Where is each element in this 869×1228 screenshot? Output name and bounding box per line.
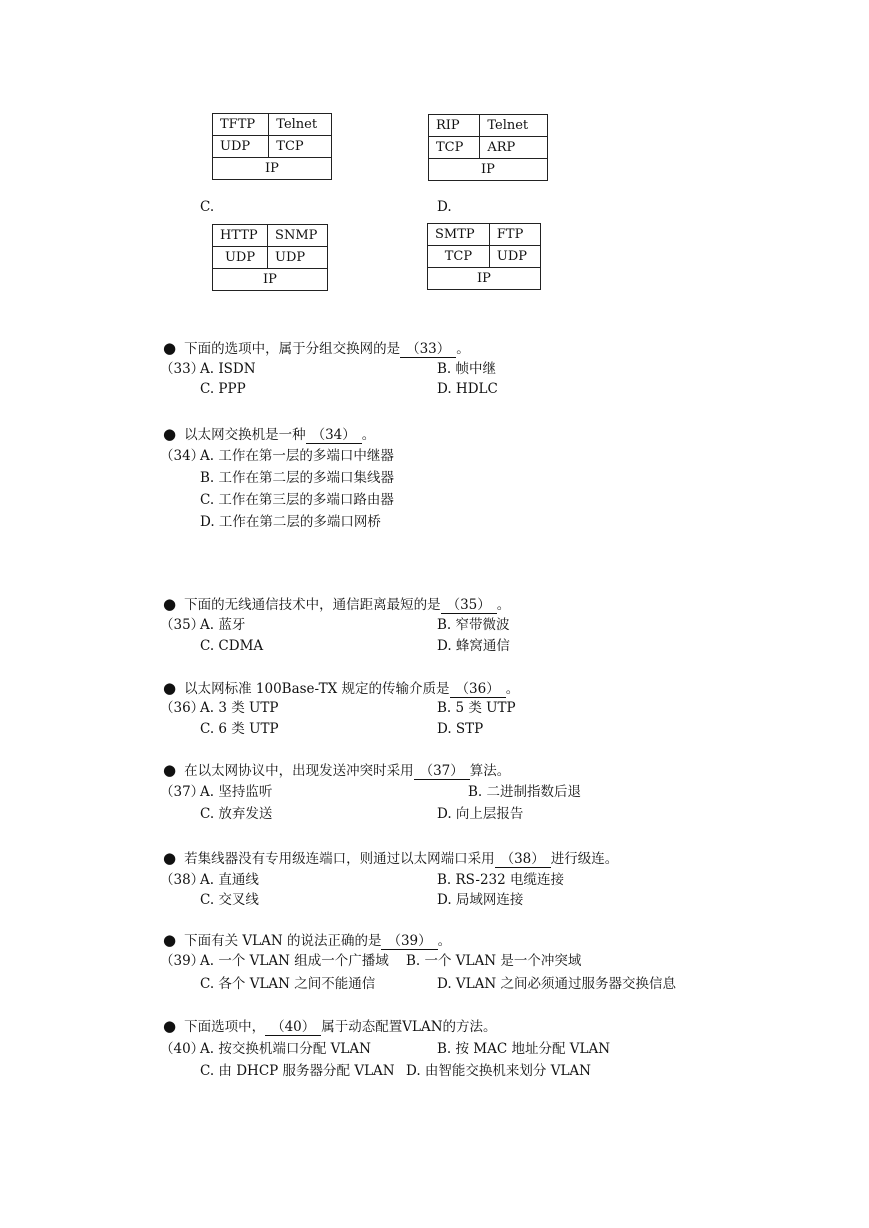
question-suffix: 。	[361, 427, 376, 443]
question-33	[163, 339, 470, 358]
stack-cell: UDP	[268, 247, 328, 269]
stack-cell: SMTP	[428, 224, 490, 246]
option-a: A. ISDN	[200, 361, 256, 377]
option-d: D. 由智能交换机来划分 VLAN	[406, 1063, 591, 1079]
stack-cell: UDP	[213, 136, 269, 158]
stack-cell: UDP	[213, 247, 268, 269]
question-text: 以太网交换机是一种	[184, 427, 306, 443]
stack-cell: Telnet	[269, 114, 332, 136]
question-34	[163, 425, 375, 444]
stack-cell: HTTP	[213, 225, 268, 247]
option-d: D. 局域网连接	[437, 892, 524, 908]
stack-cell: UDP	[489, 246, 540, 268]
option-a: A. 直通线	[200, 872, 259, 888]
protocol-stack-d	[427, 223, 541, 290]
question-suffix: 属于动态配置VLAN的方法。	[321, 1019, 497, 1035]
stack-cell: Telnet	[480, 115, 548, 137]
question-text: 若集线器没有专用级连端口，则通过以太网端口采用	[184, 851, 495, 867]
answer-blank: （39）	[381, 933, 437, 950]
question-text: 下面的选项中，属于分组交换网的是	[184, 341, 401, 357]
option-b: B. 按 MAC 地址分配 VLAN	[437, 1041, 611, 1057]
stack-base: IP	[429, 159, 548, 181]
answer-blank: （36）	[450, 681, 506, 698]
option-a: A. 坚持监听	[200, 784, 273, 800]
option-d: D. 工作在第二层的多端口网桥	[200, 514, 381, 530]
option-d: D. VLAN 之间必须通过服务器交换信息	[437, 976, 676, 992]
answer-blank: （40）	[265, 1019, 321, 1036]
option-c: C. 交叉线	[200, 892, 259, 908]
bullet: ●	[163, 1017, 177, 1035]
protocol-stack-c	[212, 224, 328, 291]
answer-blank: （35）	[441, 597, 497, 614]
question-number: （35）	[160, 617, 205, 633]
stack-cell: TCP	[269, 136, 332, 158]
answer-blank: （33）	[400, 341, 456, 358]
option-c: C. 工作在第三层的多端口路由器	[200, 492, 394, 508]
option-a: A. 按交换机端口分配 VLAN	[200, 1041, 371, 1057]
option-label-c: C.	[200, 199, 215, 215]
answer-blank: （38）	[495, 851, 551, 868]
option-c: C. 由 DHCP 服务器分配 VLAN	[200, 1063, 395, 1079]
option-d: D. HDLC	[437, 381, 498, 397]
question-number: （39）	[160, 953, 205, 969]
question-text: 下面的无线通信技术中，通信距离最短的是	[184, 597, 441, 613]
option-c: C. 各个 VLAN 之间不能通信	[200, 976, 376, 992]
protocol-stack-top-left	[212, 113, 332, 180]
question-suffix: 进行级连。	[550, 851, 619, 867]
stack-cell: RIP	[429, 115, 480, 137]
question-suffix: 。	[496, 597, 511, 613]
option-c: C. PPP	[200, 381, 246, 397]
question-number: （36）	[160, 700, 205, 716]
stack-base: IP	[213, 269, 328, 291]
bullet: ●	[163, 679, 177, 697]
protocol-stack-top-right	[428, 114, 548, 181]
option-b: B. 工作在第二层的多端口集线器	[200, 470, 395, 486]
bullet: ●	[163, 595, 177, 613]
question-suffix: 。	[437, 933, 452, 949]
bullet: ●	[163, 761, 177, 779]
question-number: （38）	[160, 872, 205, 888]
answer-blank: （37）	[414, 763, 470, 780]
stack-base: IP	[213, 158, 332, 180]
bullet: ●	[163, 849, 177, 867]
question-number: （37）	[160, 784, 205, 800]
option-c: C. 放弃发送	[200, 806, 273, 822]
option-d: D. STP	[437, 721, 484, 737]
stack-cell: TFTP	[213, 114, 269, 136]
option-c: C. CDMA	[200, 638, 264, 654]
question-suffix: 算法。	[469, 763, 511, 779]
question-39	[163, 931, 451, 950]
option-a: A. 一个 VLAN 组成一个广播域	[200, 953, 389, 969]
bullet: ●	[163, 931, 177, 949]
bullet: ●	[163, 339, 177, 357]
stack-cell: SNMP	[268, 225, 328, 247]
option-label-d: D.	[437, 199, 452, 215]
question-number: （34）	[160, 448, 205, 464]
question-text: 以太网标准 100Base-TX 规定的传输介质是	[184, 681, 450, 697]
option-d: D. 向上层报告	[437, 806, 524, 822]
option-a: A. 3 类 UTP	[200, 700, 279, 716]
stack-cell: FTP	[489, 224, 540, 246]
stack-cell: TCP	[428, 246, 490, 268]
option-b: B. 窄带微波	[437, 617, 510, 633]
option-d: D. 蜂窝通信	[437, 638, 510, 654]
question-number: （33）	[160, 361, 205, 377]
question-suffix: 。	[505, 681, 520, 697]
stack-cell: ARP	[480, 137, 548, 159]
question-text: 下面选项中，	[184, 1019, 266, 1035]
answer-blank: （34）	[306, 427, 362, 444]
question-text: 下面有关 VLAN 的说法正确的是	[184, 933, 382, 949]
option-b: B. 二进制指数后退	[468, 784, 582, 800]
option-b: B. 一个 VLAN 是一个冲突域	[406, 953, 582, 969]
option-a: A. 蓝牙	[200, 617, 246, 633]
question-40	[163, 1017, 497, 1036]
stack-base: IP	[428, 268, 541, 290]
question-text: 在以太网协议中，出现发送冲突时采用	[184, 763, 414, 779]
question-suffix: 。	[456, 341, 470, 357]
question-35	[163, 595, 510, 614]
question-38	[163, 849, 618, 868]
option-b: B. 帧中继	[437, 361, 497, 377]
stack-cell: TCP	[429, 137, 480, 159]
question-37	[163, 761, 510, 780]
option-b: B. RS-232 电缆连接	[437, 872, 565, 888]
bullet: ●	[163, 425, 177, 443]
option-a: A. 工作在第一层的多端口中继器	[200, 448, 394, 464]
question-36	[163, 679, 519, 698]
option-b: B. 5 类 UTP	[437, 700, 516, 716]
option-c: C. 6 类 UTP	[200, 721, 279, 737]
question-number: （40）	[160, 1041, 205, 1057]
